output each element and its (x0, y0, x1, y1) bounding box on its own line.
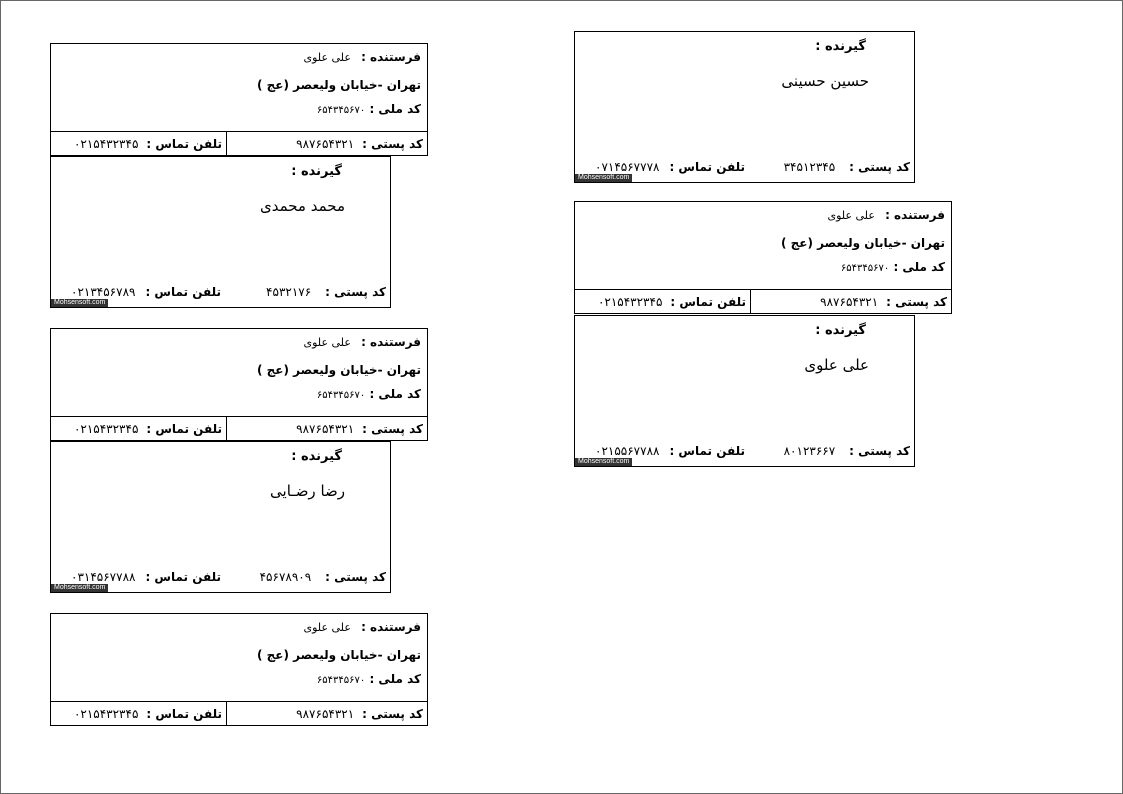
receiver-title: گیرنده : (815, 323, 866, 338)
sender-name: علی علوی (303, 51, 351, 64)
sender-name: علی علوی (303, 336, 351, 349)
receiver-label (574, 31, 915, 183)
national-id-label: کد ملی : (893, 260, 945, 274)
postal-code-value: ۳۴۵۱۲۳۴۵ (783, 160, 836, 174)
watermark: Mohsensoft.com (51, 299, 108, 307)
phone-value: ۰۲۱۵۴۳۲۳۴۵ (73, 706, 139, 721)
sender-national-id-line (841, 260, 945, 274)
receiver-footer (595, 444, 910, 458)
national-id-value: ۶۵۴۳۴۵۶۷۰ (840, 263, 890, 274)
sender-postal-cell (750, 290, 951, 313)
postal-code-value: ۹۸۷۶۵۴۳۲۱ (820, 294, 879, 309)
sender-label (50, 613, 428, 726)
sender-name-line (304, 620, 421, 634)
sender-title: فرستنده : (361, 50, 421, 64)
sender-name-line (304, 50, 421, 64)
postal-code-value: ۴۵۶۷۸۹۰۹ (259, 570, 312, 584)
sender-label (50, 43, 428, 156)
phone-label: تلفن تماس : (670, 294, 746, 309)
phone-value: ۰۲۱۵۵۶۷۷۸۸ (595, 444, 660, 458)
sender-national-id-line (317, 102, 421, 116)
sender-national-id-line (317, 672, 421, 686)
sender-footer (51, 416, 427, 440)
postal-code-label: کد پستی : (886, 294, 947, 309)
phone-label: تلفن تماس : (146, 136, 222, 151)
national-id-value: ۶۵۴۳۴۵۶۷۰ (316, 390, 366, 401)
postal-code-value: ۹۸۷۶۵۴۳۲۱ (296, 421, 355, 436)
receiver-name: علی علوی (804, 356, 869, 374)
receiver-name: رضا رضـایی (270, 482, 345, 500)
receiver-label (50, 441, 391, 593)
postal-code-value: ۹۸۷۶۵۴۳۲۱ (296, 136, 355, 151)
phone-label: تلفن تماس : (145, 570, 222, 584)
phone-label: تلفن تماس : (669, 160, 746, 174)
phone-label: تلفن تماس : (145, 285, 222, 299)
phone-value: ۰۲۱۵۴۳۲۳۴۵ (597, 294, 663, 309)
sender-address: تهران -خیابان ولیعصر (عج ) (257, 78, 421, 92)
sender-phone-cell (51, 702, 226, 725)
sender-phone-cell (51, 417, 226, 440)
watermark: Mohsensoft.com (575, 174, 632, 182)
sender-label (574, 201, 952, 314)
sender-label (50, 328, 428, 441)
receiver-title: گیرنده : (815, 39, 866, 54)
sender-title: فرستنده : (361, 335, 421, 349)
sender-address: تهران -خیابان ولیعصر (عج ) (257, 363, 421, 377)
receiver-name: محمد محمدی (259, 197, 345, 215)
phone-value: ۰۲۱۵۴۳۲۳۴۵ (73, 136, 139, 151)
receiver-label (574, 315, 915, 467)
phone-label: تلفن تماس : (669, 444, 746, 458)
national-id-value: ۶۵۴۳۴۵۶۷۰ (316, 105, 366, 116)
postal-code-label: کد پستی : (849, 444, 910, 458)
postal-code-label: کد پستی : (849, 160, 910, 174)
receiver-title: گیرنده : (291, 449, 342, 464)
sender-footer (51, 131, 427, 155)
sender-title: فرستنده : (361, 620, 421, 634)
postal-code-value: ۴۵۳۲۱۷۶ (266, 285, 312, 299)
national-id-label: کد ملی : (369, 102, 421, 116)
receiver-footer (71, 285, 386, 299)
national-id-value: ۶۵۴۳۴۵۶۷۰ (316, 675, 366, 686)
sender-postal-cell (226, 417, 427, 440)
sender-national-id-line (317, 387, 421, 401)
sender-name: علی علوی (303, 621, 351, 634)
sender-address: تهران -خیابان ولیعصر (عج ) (781, 236, 945, 250)
postal-code-value: ۸۰۱۲۳۶۶۷ (783, 444, 836, 458)
postal-code-label: کد پستی : (362, 136, 423, 151)
sender-footer (51, 701, 427, 725)
sender-postal-cell (226, 132, 427, 155)
phone-value: ۰۲۱۵۴۳۲۳۴۵ (73, 421, 139, 436)
sender-name-line (304, 335, 421, 349)
national-id-label: کد ملی : (369, 387, 421, 401)
sender-address: تهران -خیابان ولیعصر (عج ) (257, 648, 421, 662)
receiver-title: گیرنده : (291, 164, 342, 179)
phone-label: تلفن تماس : (146, 706, 222, 721)
phone-value: ۰۷۱۴۵۶۷۷۷۸ (595, 160, 660, 174)
national-id-label: کد ملی : (369, 672, 421, 686)
receiver-name: حسین حسینی (781, 72, 869, 90)
sender-name: علی علوی (827, 209, 875, 222)
phone-value: ۰۳۱۴۵۶۷۷۸۸ (71, 570, 136, 584)
postal-code-value: ۹۸۷۶۵۴۳۲۱ (296, 706, 355, 721)
receiver-footer (71, 570, 386, 584)
watermark: Mohsensoft.com (51, 584, 108, 592)
postal-code-label: کد پستی : (325, 285, 386, 299)
postal-code-label: کد پستی : (362, 706, 423, 721)
sender-footer (575, 289, 951, 313)
postal-code-label: کد پستی : (325, 570, 386, 584)
receiver-footer (595, 160, 910, 174)
postal-code-label: کد پستی : (362, 421, 423, 436)
sender-phone-cell (575, 290, 750, 313)
sender-name-line (828, 208, 945, 222)
sender-title: فرستنده : (885, 208, 945, 222)
watermark: Mohsensoft.com (575, 458, 632, 466)
sender-phone-cell (51, 132, 226, 155)
receiver-label (50, 156, 391, 308)
phone-value: ۰۲۱۳۴۵۶۷۸۹ (71, 285, 136, 299)
phone-label: تلفن تماس : (146, 421, 222, 436)
sender-postal-cell (226, 702, 427, 725)
